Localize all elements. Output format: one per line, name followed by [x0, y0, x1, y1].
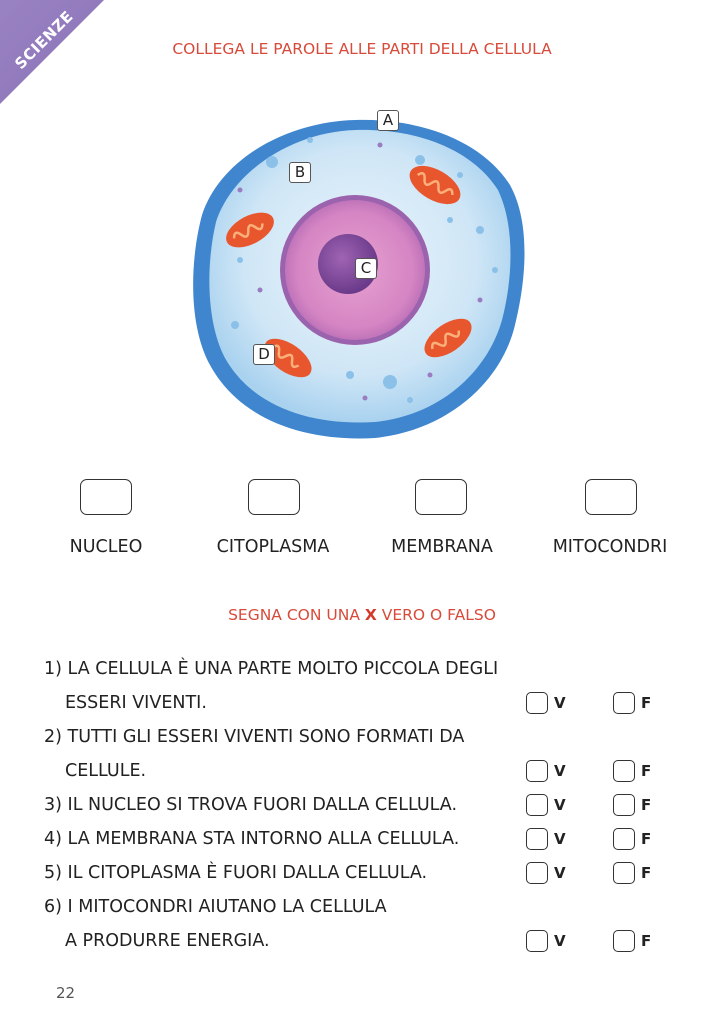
- false-label: F: [641, 796, 652, 814]
- subject-tag-label: SCIENZE: [11, 7, 77, 73]
- instruction-true-false: [0, 606, 724, 624]
- cell-label-a: A: [377, 110, 399, 131]
- checkbox-false[interactable]: [613, 862, 635, 884]
- false-label: F: [641, 864, 652, 882]
- question-6-line2: A PRODURRE ENERGIA.: [65, 931, 270, 951]
- false-label: F: [641, 694, 652, 712]
- instruction-after: VERO O FALSO: [376, 606, 496, 624]
- true-label: V: [554, 932, 566, 950]
- cell-label-d: D: [253, 344, 275, 365]
- true-label: V: [554, 796, 566, 814]
- checkbox-true[interactable]: [526, 828, 548, 850]
- checkbox-false[interactable]: [613, 828, 635, 850]
- checkbox-true[interactable]: [526, 760, 548, 782]
- word-membrana: MEMBRANA: [391, 537, 493, 557]
- word-citoplasma: CITOPLASMA: [216, 537, 330, 557]
- question-6-line1: 6) I MITOCONDRI AIUTANO LA CELLULA: [44, 897, 387, 917]
- question-2-line1: 2) TUTTI GLI ESSERI VIVENTI SONO FORMATI DA: [44, 727, 465, 747]
- question-5: 5) IL CITOPLASMA È FUORI DALLA CELLULA.: [44, 863, 428, 883]
- answer-box-membrana[interactable]: [415, 479, 467, 515]
- question-2-line2: CELLULE.: [65, 761, 147, 781]
- checkbox-true[interactable]: [526, 930, 548, 952]
- checkbox-false[interactable]: [613, 692, 635, 714]
- true-label: V: [554, 830, 566, 848]
- checkbox-false[interactable]: [613, 930, 635, 952]
- false-label: F: [641, 762, 652, 780]
- instruction-match: COLLEGA LE PAROLE ALLE PARTI DELLA CELLULA: [172, 40, 552, 58]
- answer-box-mitocondri[interactable]: [585, 479, 637, 515]
- question-1-line1: 1) LA CELLULA È UNA PARTE MOLTO PICCOLA DEGLI: [44, 659, 499, 679]
- checkbox-true[interactable]: [526, 692, 548, 714]
- false-label: F: [641, 932, 652, 950]
- question-1-line2: ESSERI VIVENTI.: [65, 693, 207, 713]
- word-nucleo: NUCLEO: [69, 537, 143, 557]
- checkbox-false[interactable]: [613, 760, 635, 782]
- question-4: 4) LA MEMBRANA STA INTORNO ALLA CELLULA.: [44, 829, 460, 849]
- cell-label-b: B: [289, 162, 311, 183]
- true-label: V: [554, 694, 566, 712]
- answer-box-citoplasma[interactable]: [248, 479, 300, 515]
- question-3: 3) IL NUCLEO SI TROVA FUORI DALLA CELLULA.: [44, 795, 458, 815]
- cell-label-c: C: [355, 258, 377, 279]
- checkbox-true[interactable]: [526, 794, 548, 816]
- answer-box-nucleo[interactable]: [80, 479, 132, 515]
- false-label: F: [641, 830, 652, 848]
- word-mitocondri: MITOCONDRI: [552, 537, 668, 557]
- instruction-mark: X: [364, 606, 377, 624]
- checkbox-true[interactable]: [526, 862, 548, 884]
- true-label: V: [554, 762, 566, 780]
- page-number: 22: [56, 984, 76, 1002]
- instruction-before: SEGNA CON UNA: [228, 606, 365, 624]
- true-label: V: [554, 864, 566, 882]
- checkbox-false[interactable]: [613, 794, 635, 816]
